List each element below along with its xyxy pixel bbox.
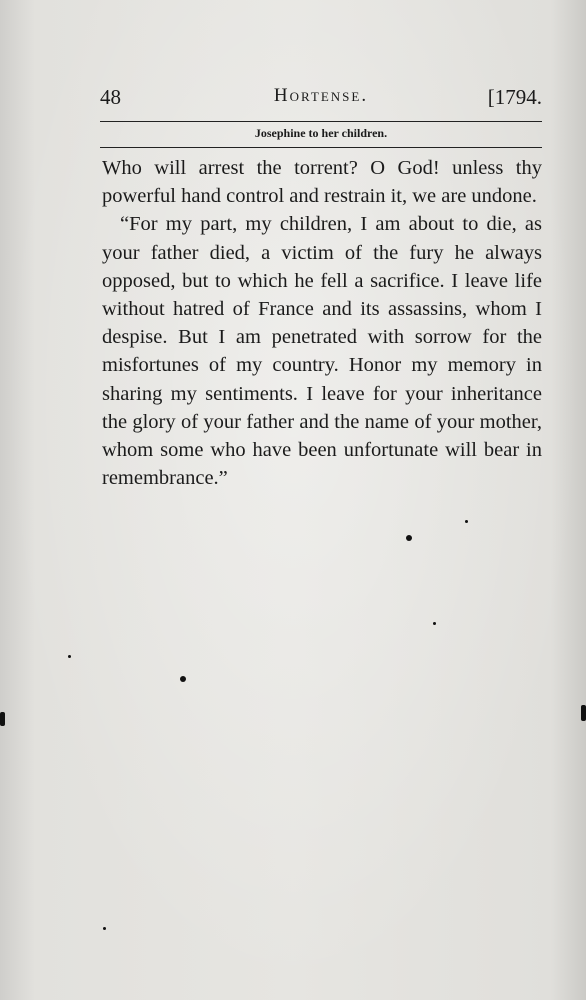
paragraph-1: Who will arrest the torrent? O God! unless thy powerful hand control and restrain it, we are undone. [102, 157, 542, 208]
ink-speck [581, 705, 586, 721]
ink-speck [406, 535, 412, 541]
ink-speck [465, 520, 468, 523]
year-marker: [1794. [487, 85, 542, 109]
running-title: Hortense. [273, 85, 369, 106]
body-text [102, 154, 542, 492]
page-number: 48 [100, 85, 121, 109]
ink-speck [180, 676, 186, 682]
header-rule-top [100, 121, 542, 122]
section-subheading: Josephine to her children. [254, 126, 388, 140]
ink-speck [103, 927, 106, 930]
running-head [100, 85, 542, 115]
header-rule-bottom [100, 147, 542, 148]
ink-speck [433, 622, 436, 625]
ink-speck [0, 712, 5, 726]
ink-speck [68, 655, 71, 658]
paragraph-2: “For my part, my children, I am about to die, as your father died, a victim of the fury he always opposed, but to which he fell a sacrifice. I leave life without hatred of France and its assassins, whom I despise. But I am penetrated with sorrow for the misfortunes of my country. Honor my memory in sharing my sentiments. I leave for your inheritance the glory of your father and the name of your mother, whom some who have been unfortunate will bear in remembrance.” [102, 213, 542, 490]
